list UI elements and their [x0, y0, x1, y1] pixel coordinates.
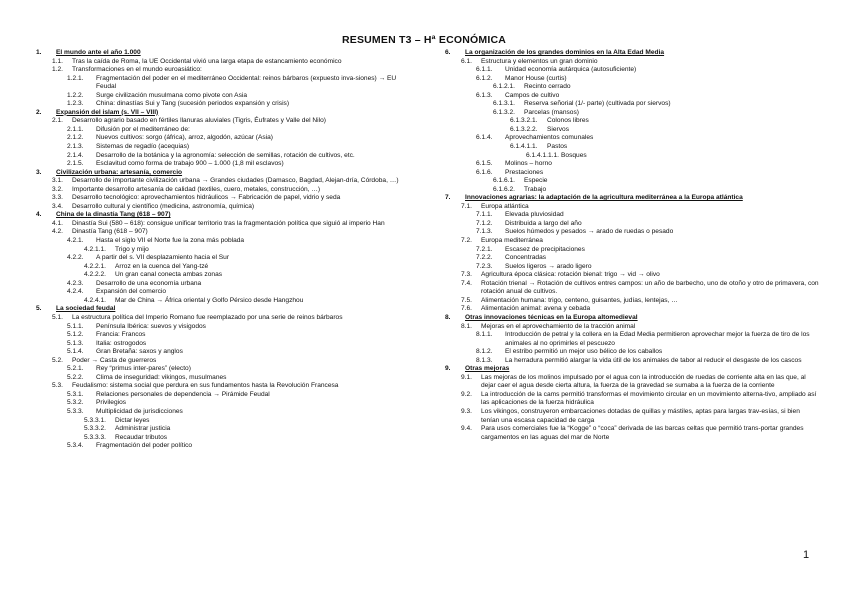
item-number: 6.1.3.2. — [493, 108, 515, 116]
item-text: Italia: ostrogodos — [96, 339, 147, 347]
item-text: Trabajo — [524, 185, 547, 193]
item-text: El estribo permitió un mejor uso bélico de los caballos — [505, 348, 663, 356]
outline-item — [34, 340, 414, 349]
outline-item — [443, 228, 821, 237]
outline-item — [34, 75, 414, 92]
item-number: 6.1.3.2.1. — [510, 117, 538, 125]
item-number: 2.1.2. — [67, 134, 84, 142]
item-number: 4.2.2. — [67, 254, 84, 262]
item-text: El mundo ante el año 1.000 — [56, 49, 141, 56]
item-number: 7.3. — [461, 271, 472, 279]
item-text: China: dinastías Sui y Tang (sucesión periodos expansión y crisis) — [96, 100, 290, 108]
item-number: 2.1.5. — [67, 160, 84, 168]
item-number: 4.2.3. — [67, 279, 84, 287]
item-text: Reserva señorial (1/- parte) (cultivada por siervos) — [524, 100, 671, 108]
item-number: 5.1. — [52, 313, 63, 321]
item-text: Alimentación animal: avena y cebada — [481, 305, 591, 313]
item-text: Dictar leyes — [115, 416, 150, 424]
item-text: Esclavitud como forma de trabajo 900 – 1.000 (1,8 mil esclavos) — [96, 160, 284, 168]
outline-item — [34, 382, 414, 391]
item-number: 5.1.1. — [67, 322, 84, 330]
item-number: 6.1.1. — [476, 66, 493, 74]
item-text: Para usos comerciales fue la “Kogge” o “coca” derivada de las barcas celtas que permitió trans-portar grandes cargamentos en las aguas del mar de Norte — [481, 425, 804, 441]
item-text: Especie — [524, 177, 548, 185]
item-number: 7.5. — [461, 296, 472, 304]
item-number: 1.2.1. — [67, 74, 84, 82]
outline-item — [34, 220, 414, 229]
item-text: Mejoras en el aprovechamiento de la tracción animal — [481, 322, 636, 330]
item-number: 7.1.3. — [476, 228, 493, 236]
item-text: Trigo y mijo — [115, 245, 149, 253]
outline-item — [34, 228, 414, 237]
item-text: Rey “primus inter-pares” (electo) — [96, 365, 191, 373]
item-text: Multiplicidad de jurisdicciones — [96, 407, 183, 415]
outline-item — [443, 297, 821, 306]
outline-item — [443, 126, 821, 135]
item-number: 6.1.4.1.1. — [510, 143, 538, 151]
outline-item — [34, 203, 414, 212]
outline-item — [34, 314, 414, 323]
item-text: Francia: Francos — [96, 331, 146, 339]
outline-item — [443, 143, 821, 152]
item-number: 6.1.3. — [476, 91, 493, 99]
outline-item — [443, 237, 821, 246]
item-number: 2.1. — [52, 117, 63, 125]
outline-item — [443, 203, 821, 212]
item-number: 1.2. — [52, 66, 63, 74]
item-text: Otras innovaciones técnicas en la Europa altomedieval — [465, 313, 638, 321]
outline-item — [34, 92, 414, 101]
item-number: 3.3. — [52, 194, 63, 202]
outline-item — [443, 220, 821, 229]
item-text: Introducción de petral y la collera en la Edad Media permitieron aprovechar mejor la fuerza de tiro de los animales al no oprimirles el pescuezo — [505, 331, 810, 347]
item-number: 4.1. — [52, 219, 63, 227]
outline-item — [34, 263, 414, 272]
item-text: Dinastía Sui (580 – 618): consigue unificar territorio tras la fragmentación política que siguió al imperio Han — [72, 219, 385, 227]
outline-column-right — [443, 49, 821, 442]
item-number: 6.1.3.2.2. — [510, 125, 538, 133]
outline-item — [443, 100, 821, 109]
item-number: 5.2.1. — [67, 365, 84, 373]
outline-item — [443, 75, 821, 84]
item-number: 4.2. — [52, 228, 63, 236]
outline-item — [34, 297, 414, 306]
item-number: 7.1.1. — [476, 211, 493, 219]
section-heading — [443, 194, 821, 203]
item-number: 5.3.3. — [67, 407, 84, 415]
item-number: 5.3.3.3. — [84, 433, 106, 441]
outline-item — [443, 323, 821, 332]
item-text: Distribuida a largo del año — [505, 219, 582, 227]
outline-item — [443, 357, 821, 366]
item-number: 4.2.4. — [67, 288, 84, 296]
item-number: 9.3. — [461, 407, 472, 415]
outline-item — [34, 280, 414, 289]
item-text: Aprovechamientos comunales — [505, 134, 594, 142]
item-number: 5.3.1. — [67, 390, 84, 398]
item-text: Expansión del islam (s. VII – VIII) — [56, 108, 159, 116]
outline-item — [34, 442, 414, 451]
item-text: Europa mediterránea — [481, 237, 543, 245]
item-text: Escasez de precipitaciones — [505, 245, 585, 253]
outline-item — [443, 117, 821, 126]
item-text: Desarrollo agrario basado en fértiles llanuras aluviales (Tigris, Éufrates y Valle del Nilo) — [72, 117, 326, 125]
item-number: 7.2.2. — [476, 254, 493, 262]
outline-item — [443, 66, 821, 75]
item-text: Europa atlántica — [481, 202, 529, 210]
item-number: 7.6. — [461, 305, 472, 313]
item-text: Fragmentación del poder político — [96, 442, 193, 450]
item-text: Los vikingos, construyeron embarcaciones dotadas de quillas y mástiles, aptas para largas trav-esías, si bien tenían una escasa capacidad de carga — [481, 407, 800, 424]
item-text: La sociedad feudal — [56, 305, 116, 313]
item-text: Importante desarrollo artesanía de calidad (textiles, cuero, metales, construcción, …) — [72, 185, 321, 193]
item-number: 8.1. — [461, 322, 472, 330]
outline-item — [443, 246, 821, 255]
outline-item — [34, 357, 414, 366]
item-number: 7.1.2. — [476, 219, 493, 227]
outline-item — [34, 126, 414, 135]
outline-item — [34, 348, 414, 357]
outline-item — [34, 434, 414, 443]
item-text: Innovaciones agrarias: la adaptación de la agricultura mediterránea a la Europa atlántica — [465, 194, 743, 202]
item-text: Prestaciones — [505, 168, 544, 176]
item-number: 1. — [36, 49, 42, 56]
section-heading — [34, 169, 414, 178]
item-number: 8.1.2. — [476, 348, 493, 356]
outline-item — [443, 391, 821, 408]
item-number: 2.1.1. — [67, 125, 84, 133]
outline-item — [34, 66, 414, 75]
item-number: 7. — [445, 194, 451, 202]
item-text: Pastos — [547, 143, 568, 151]
item-text: Recinto cerrado — [524, 83, 571, 91]
item-number: 9.4. — [461, 425, 472, 433]
item-text: Campos de cultivo — [505, 91, 560, 99]
section-heading — [443, 365, 821, 374]
outline-item — [443, 92, 821, 101]
item-text: Suelos ligeros → arado ligero — [505, 262, 592, 270]
item-number: 1.1. — [52, 57, 63, 65]
item-text: Sistemas de regadío (acequias) — [96, 143, 190, 151]
item-text: Las mejoras de los molinos impulsado por el agua con la introducción de ruedas de corriente alta en las que, al dejar caer el agua desde cierta altura, la fuerza de la gravedad se sumaba a la fuerza de la corriente — [481, 373, 806, 390]
item-number: 3.2. — [52, 185, 63, 193]
item-number: 5.2.2. — [67, 373, 84, 381]
item-text: Rotación trienal → Rotación de cultivos entres campos: un año de barbecho, uno de otoño y otro de primavera, con rotación anual de cultivos. — [481, 279, 819, 296]
item-number: 5.3.2. — [67, 399, 84, 407]
outline-item — [34, 160, 414, 169]
item-number: 5.3. — [52, 382, 63, 390]
item-text: Clima de inseguridad: vikingos, musulmanes — [96, 373, 227, 381]
item-number: 9.1. — [461, 373, 472, 381]
item-text: Desarrollo tecnológico: aprovechamientos hidráulicos → Fabricación de papel, vidrio y seda — [72, 194, 341, 202]
item-number: 7.2. — [461, 237, 472, 245]
outline-item — [34, 254, 414, 263]
item-number: 6.1.2.1. — [493, 83, 515, 91]
item-number: 5.3.4. — [67, 442, 84, 450]
outline-item — [34, 100, 414, 109]
outline-item — [443, 305, 821, 314]
item-text: Nuevos cultivos: sorgo (áfrica), arroz, algodón, azúcar (Asia) — [96, 134, 274, 142]
item-text: Manor House (curtis) — [505, 74, 567, 82]
section-heading — [34, 305, 414, 314]
outline-item — [443, 331, 821, 348]
outline-item — [443, 134, 821, 143]
item-number: 6.1. — [461, 57, 472, 65]
outline-item — [443, 254, 821, 263]
item-number: 5.1.3. — [67, 339, 84, 347]
item-text: Estructura y elementos un gran dominio — [481, 57, 598, 65]
outline-item — [34, 417, 414, 426]
item-text: Recaudar tributos — [115, 433, 168, 441]
outline-item — [34, 391, 414, 400]
item-text: Fragmentación del poder en el mediterráneo Occidental: reinos bárbaros (expuesto inva-siones) → EU Feudal — [96, 74, 397, 91]
outline-item — [443, 169, 821, 178]
item-text: Unidad economía autárquica (autosuficiente) — [505, 66, 637, 74]
item-number: 6.1.6.2. — [493, 185, 515, 193]
section-heading — [34, 211, 414, 220]
outline-item — [443, 109, 821, 118]
section-heading — [443, 49, 821, 58]
item-text: Feudalismo: sistema social que perdura en sus fundamentos hasta la Revolución Francesa — [72, 382, 339, 390]
item-text: La organización de los grandes dominios en la Alta Edad Media — [465, 49, 665, 56]
item-text: Siervos — [547, 125, 569, 133]
item-number: 8.1.3. — [476, 356, 493, 364]
item-text: Colonos libres — [547, 117, 589, 125]
outline-item — [443, 211, 821, 220]
outline-item — [443, 263, 821, 272]
item-number: 4.2.4.1. — [84, 296, 106, 304]
item-number: 4.2.2.1. — [84, 262, 106, 270]
section-heading — [34, 49, 414, 58]
outline-item — [34, 271, 414, 280]
section-heading — [443, 314, 821, 323]
outline-item — [34, 246, 414, 255]
outline-item — [34, 323, 414, 332]
item-text: Mar de China → África oriental y Golfo Pérsico desde Hangzhou — [115, 296, 304, 304]
outline-item — [34, 408, 414, 417]
item-text: Elevada pluviosidad — [505, 211, 564, 219]
item-number: 8.1.1. — [476, 331, 493, 339]
item-text: La introducción de la cams permitió transformas el movimiento circular en un movimiento alterna-tivo, ampliado así las aplicaciones de la fuerza hidráulica — [481, 390, 817, 407]
item-number: 7.2.3. — [476, 262, 493, 270]
item-number: 4. — [36, 211, 42, 219]
outline-item — [34, 58, 414, 67]
outline-item — [443, 58, 821, 67]
outline-item — [34, 143, 414, 152]
item-text: Desarrollo de la botánica y la agronomía: selección de semillas, rotación de cultivos, etc. — [96, 151, 355, 159]
outline-item — [443, 348, 821, 357]
outline-item — [34, 374, 414, 383]
item-text: Alimentación humana: trigo, centeno, guisantes, judías, lentejas, … — [481, 296, 678, 304]
outline-item — [34, 331, 414, 340]
document-title: RESUMEN T3 – Hª ECONÓMICA — [341, 34, 507, 46]
item-number: 6.1.3.1. — [493, 100, 515, 108]
item-text: Desarrollo cultural y científico (medicina, astronomía, química) — [72, 202, 255, 210]
outline-item — [443, 280, 821, 297]
item-text: Un gran canal conecta ambas zonas — [115, 271, 223, 279]
item-text: Dinastía Tang (618 – 907) — [72, 228, 148, 236]
outline-item — [443, 271, 821, 280]
item-number: 2. — [36, 108, 42, 116]
item-text: Administrar justicia — [115, 425, 171, 433]
item-number: 4.2.1.1. — [84, 245, 106, 253]
outline-column-left — [34, 49, 414, 451]
item-number: 7.1. — [461, 202, 472, 210]
item-text: La estructura política del Imperio Romano fue reemplazado por una serie de reinos bárbaros — [72, 313, 343, 321]
item-number: 9.2. — [461, 390, 472, 398]
item-number: 8. — [445, 313, 451, 321]
item-text: Tras la caída de Roma, la UE Occidental vivió una larga etapa de estancamiento económico — [72, 57, 342, 65]
item-number: 4.2.2.2. — [84, 271, 106, 279]
item-number: 3.4. — [52, 202, 63, 210]
outline-item — [443, 408, 821, 425]
outline-item — [443, 160, 821, 169]
item-number: 2.1.4. — [67, 151, 84, 159]
item-text: A partir del s. VII desplazamiento hacia el Sur — [96, 254, 230, 262]
outline-item — [34, 117, 414, 126]
item-number: 2.1.3. — [67, 143, 84, 151]
item-text: Surge civilización musulmana como pivote con Asia — [96, 91, 247, 99]
outline-item — [443, 374, 821, 391]
item-text: Península Ibérica: suevos y visigodos — [96, 322, 206, 330]
item-number: 6.1.5. — [476, 160, 493, 168]
outline-item — [443, 177, 821, 186]
item-text: Poder → Casta de guerreros — [72, 356, 157, 364]
item-text: Otras mejoras — [465, 365, 510, 373]
item-text: Expansión del comercio — [96, 288, 167, 296]
item-text: Privilegios — [96, 399, 127, 407]
outline-item — [34, 152, 414, 161]
outline-item — [34, 425, 414, 434]
item-number: 7.4. — [461, 279, 472, 287]
item-text: Relaciones personales de dependencia → Pirámide Feudal — [96, 390, 270, 398]
item-text: Transformaciones en el mundo euroasiático: — [72, 66, 202, 74]
item-text: Desarrollo de importante civilización urbana → Grandes ciudades (Damasco, Bagdad, Alejan-dría, Córdoba, …) — [72, 177, 399, 185]
outline-item — [34, 365, 414, 374]
item-number: 3. — [36, 168, 42, 176]
outline-item — [34, 186, 414, 195]
item-text: Hasta el siglo VII el Norte fue la zona más poblada — [96, 237, 245, 245]
item-number: 6.1.6. — [476, 168, 493, 176]
page-number: 1 — [803, 549, 810, 561]
item-text: Difusión por el mediterráneo de: — [96, 125, 190, 133]
item-text: Molinos – horno — [505, 160, 552, 168]
item-number: 5.3.3.2. — [84, 425, 106, 433]
item-text: China de la dinastía Tang (618 – 907) — [56, 211, 171, 219]
item-text: Gran Bretaña: saxos y anglos — [96, 348, 183, 356]
item-text: Agricultura época clásica: rotación bienal: trigo → vid → olivo — [481, 271, 660, 279]
item-text: Suelos húmedos y pesados → arado de ruedas o pesado — [505, 228, 674, 236]
outline-item — [34, 177, 414, 186]
outline-item — [443, 83, 821, 92]
item-number: 5.3.3.1. — [84, 416, 106, 424]
item-text: Arroz en la cuenca del Yang-tzé — [115, 262, 209, 270]
item-number: 6.1.2. — [476, 74, 493, 82]
item-number: 9. — [445, 365, 451, 373]
item-number: 7.2.1. — [476, 245, 493, 253]
outline-item — [34, 288, 414, 297]
item-text: Parcelas (mansos) — [524, 108, 579, 116]
outline-item — [34, 194, 414, 203]
item-number: 4.2.1. — [67, 237, 84, 245]
item-text: Bosques — [561, 151, 587, 159]
outline-item — [443, 186, 821, 195]
item-number: 5.1.2. — [67, 331, 84, 339]
item-number: 5. — [36, 305, 42, 313]
item-number: 5.2. — [52, 356, 63, 364]
item-number: 1.2.2. — [67, 91, 84, 99]
item-number: 6.1.6.1. — [493, 177, 515, 185]
outline-item — [443, 425, 821, 442]
item-number: 3.1. — [52, 177, 63, 185]
item-number: 6. — [445, 49, 451, 56]
item-number: 5.1.4. — [67, 348, 84, 356]
outline-item — [34, 399, 414, 408]
item-text: Concentradas — [505, 254, 547, 262]
outline-item — [34, 134, 414, 143]
item-number: 6.1.4.1.1.1. — [526, 151, 559, 159]
item-number: 1.2.3. — [67, 100, 84, 108]
item-text: La herradura permitió alargar la vida útil de los animales de tabor al reducir el desgaste de los cascos — [505, 356, 802, 364]
item-number: 6.1.4. — [476, 134, 493, 142]
item-text: Civilización urbana: artesanía, comercio — [56, 168, 183, 176]
outline-item — [34, 237, 414, 246]
item-text: Desarrollo de una economía urbana — [96, 279, 202, 287]
outline-item — [443, 152, 821, 161]
